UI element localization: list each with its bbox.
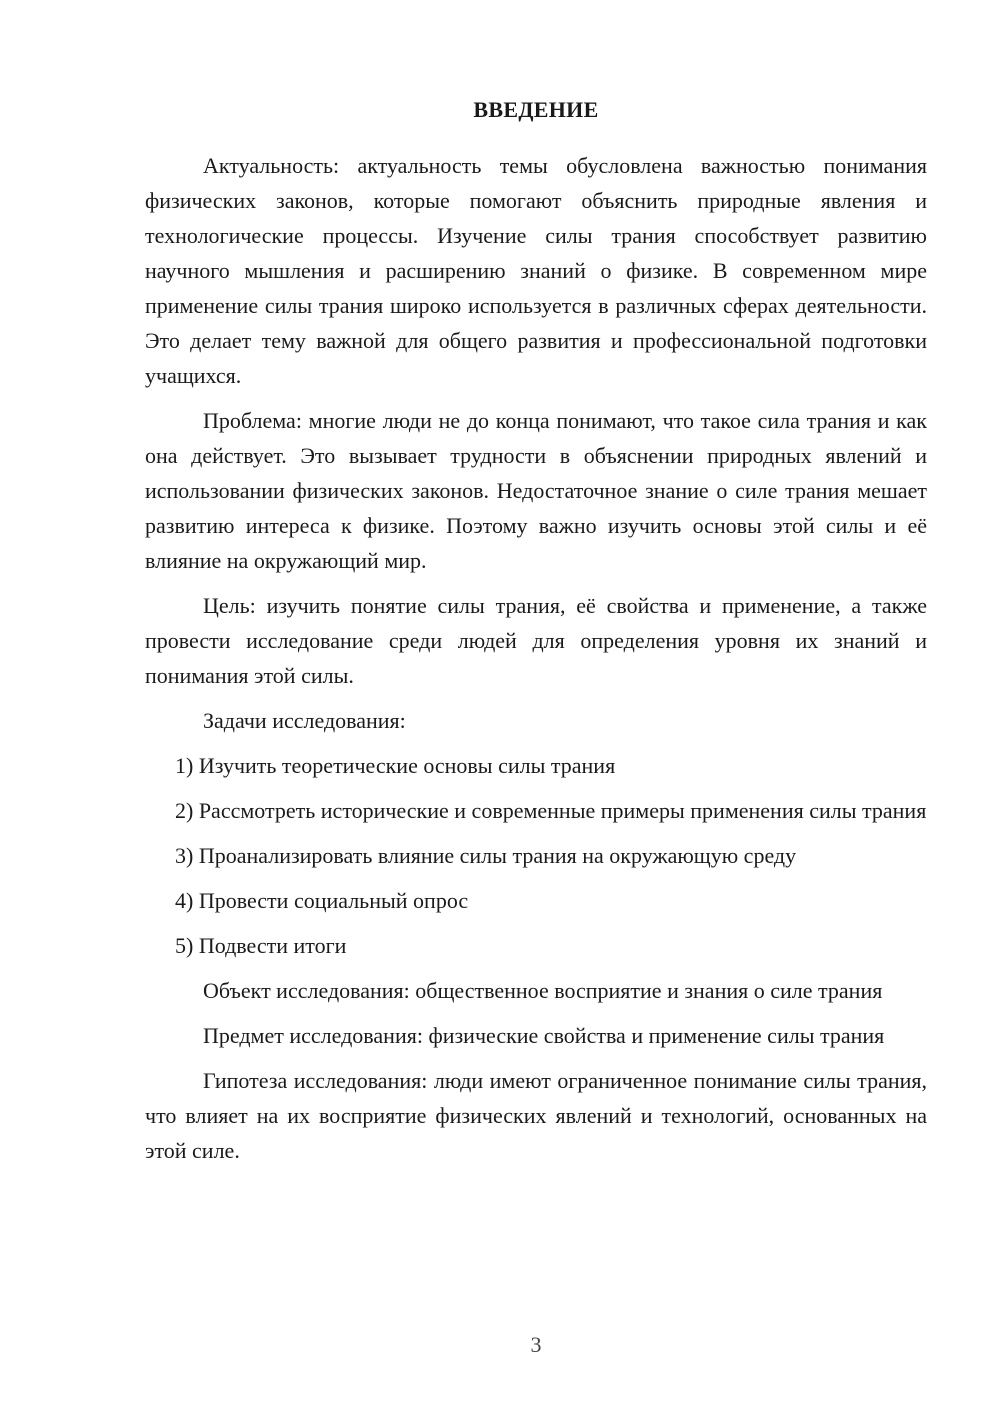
page-title: ВВЕДЕНИЕ [473,97,599,122]
task-item-5: 5) Подвести итоги [175,933,347,958]
problem-paragraph: Проблема: многие люди не до конца понимают, что такое сила трания и как она действует. Это вызывает трудности в объяснении природных явлений и использовании физических законов. Недостаточное знание о силе трания мешает развитию интереса к физике. Поэтому важно изучить основы этой силы и её влияние на окружающий мир. [145,408,927,573]
task-item-3: 3) Проанализировать влияние силы трания на окружающую среду [175,843,797,868]
hypothesis-paragraph: Гипотеза исследования: люди имеют ограниченное понимание силы трания, что влияет на их восприятие физических явлений и технологий, основанных на этой силе. [145,1068,927,1163]
document-page [145,92,927,1178]
subject-paragraph: Предмет исследования: физические свойства и применение силы трания [203,1023,885,1048]
task-item-2: 2) Рассмотреть исторические и современные примеры применения силы трания [175,798,927,823]
tasks-title: Задачи исследования: [203,708,406,733]
relevance-paragraph: Актуальность: актуальность темы обусловлена важностью понимания физических законов, которые помогают объяснить природные явления и технологические процессы. Изучение силы трания способствует развитию научного мышления и расширению знаний о физике. В современном мире применение силы трания широко используется в различных сферах деятельности. Это делает тему важной для общего развития и профессиональной подготовки учащихся. [145,153,927,388]
object-paragraph: Объект исследования: общественное восприятие и знания о силе трания [203,978,883,1003]
goal-paragraph: Цель: изучить понятие силы трания, её свойства и применение, а также провести исследование среди людей для определения уровня их знаний и понимания этой силы. [145,593,927,688]
page-number: 3 [530,1332,542,1357]
task-item-1: 1) Изучить теоретические основы силы трания [175,753,616,778]
task-item-4: 4) Провести социальный опрос [175,888,469,913]
